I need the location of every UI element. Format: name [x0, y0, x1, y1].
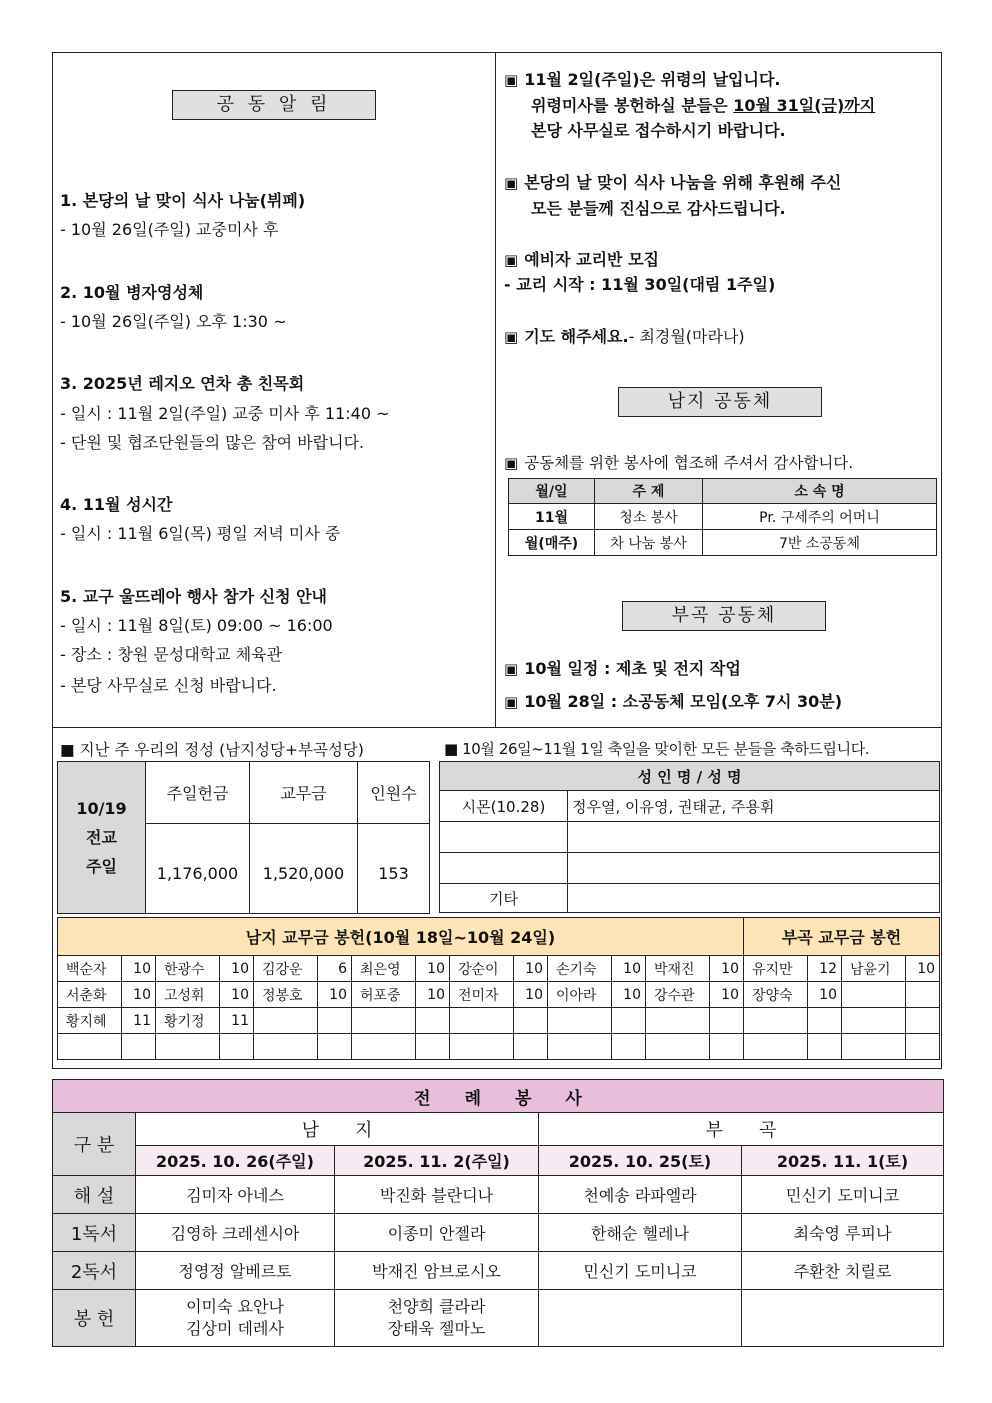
- donor-amount-cell: [808, 1008, 842, 1034]
- donor-amount-cell: [906, 982, 940, 1008]
- role-label: 봉 헌: [53, 1290, 136, 1347]
- table-cell: 월(매주): [509, 530, 595, 556]
- donor-amount-cell: [220, 1034, 254, 1060]
- notice-4-heading: 4. 11월 성시간: [60, 495, 173, 514]
- table-cell: 박재진 암브로시오: [335, 1252, 539, 1290]
- parish-dues-value: 1,520,000: [250, 824, 358, 914]
- notice-1-heading: 1. 본당의 날 맞이 식사 나눔(뷔페): [60, 191, 306, 210]
- donor-name-cell: [744, 1034, 808, 1060]
- donor-amount-cell: 10: [416, 982, 450, 1008]
- namji-service-table: [508, 478, 937, 556]
- donor-amount-cell: 10: [122, 956, 156, 982]
- square-bullet-icon: ▣: [504, 328, 519, 346]
- donor-amount-cell: 10: [612, 956, 646, 982]
- table-row: [53, 1214, 944, 1252]
- donor-name-cell: [646, 1034, 710, 1060]
- attendance-value: 153: [358, 824, 430, 914]
- notice-divider: [495, 52, 496, 728]
- donor-name-cell: [254, 1008, 318, 1034]
- donor-name-cell: 정봉호: [254, 982, 318, 1008]
- right-notice-1-line-1: 11월 2일(주일)은 위령의 날입니다.: [524, 70, 781, 89]
- table-row: [53, 1290, 944, 1347]
- liturgy-table: [52, 1079, 944, 1347]
- donor-name-cell: 백순자: [58, 956, 122, 982]
- table-row: [440, 822, 940, 853]
- donor-amount-cell: 10: [514, 956, 548, 982]
- notice-3-line-1: - 일시 : 11월 2일(주일) 교중 미사 후 11:40 ~: [60, 404, 390, 423]
- table-cell: [568, 822, 940, 853]
- right-notice-2-line-1: 본당의 날 맞이 식사 나눔을 위해 후원해 주신: [524, 173, 842, 192]
- col-header-sunday-offering: 주일헌금: [146, 762, 250, 824]
- donor-amount-cell: 10: [220, 982, 254, 1008]
- donor-name-cell: 전미자: [450, 982, 514, 1008]
- dues-table: [57, 917, 940, 1060]
- table-row: [440, 853, 940, 884]
- table-cell: [440, 853, 568, 884]
- notice-5-heading: 5. 교구 울뜨레아 행사 참가 신청 안내: [60, 587, 328, 606]
- table-cell: 7반 소공동체: [703, 530, 937, 556]
- right-notice-3-line-2: - 교리 시작 : 11월 30일(대림 1주일): [504, 275, 776, 294]
- donor-amount-cell: [416, 1034, 450, 1060]
- donor-amount-cell: [122, 1034, 156, 1060]
- date-header: 2025. 10. 25(토): [539, 1146, 742, 1176]
- table-row: [509, 504, 937, 530]
- liturgy-title: 전 례 봉 사: [53, 1080, 944, 1113]
- donor-name-cell: 김강운: [254, 956, 318, 982]
- donor-name-cell: 장양숙: [744, 982, 808, 1008]
- namji-dues-title: 남지 교무금 봉헌(10월 18일~10월 24일): [58, 918, 744, 956]
- donor-amount-cell: [416, 1008, 450, 1034]
- right-notice-1-line-2a: 위령미사를 봉헌하실 분들은: [531, 96, 734, 115]
- table-row: [58, 982, 940, 1008]
- square-bullet-icon: ▣: [504, 251, 519, 269]
- donor-amount-cell: [612, 1034, 646, 1060]
- bugok-dues-title: 부곡 교무금 봉헌: [744, 918, 940, 956]
- category-header: 구 분: [53, 1113, 136, 1176]
- table-cell: [440, 822, 568, 853]
- donor-amount-cell: 10: [612, 982, 646, 1008]
- col-header-parish-dues: 교무금: [250, 762, 358, 824]
- col-header-topic: 주 제: [595, 479, 703, 504]
- date-header: 2025. 11. 2(주일): [335, 1146, 539, 1176]
- table-cell: [742, 1290, 944, 1347]
- table-row: [53, 1252, 944, 1290]
- namji-community-title: 남지 공동체: [618, 387, 822, 417]
- right-notice-4: [504, 324, 745, 347]
- col-header-attendance: 인원수: [358, 762, 430, 824]
- bugok-schedule-1-text: 10월 일정 : 제초 및 전지 작업: [524, 659, 741, 678]
- table-cell: 김미자 아네스: [136, 1176, 335, 1214]
- donor-name-cell: [744, 1008, 808, 1034]
- deadline-text: 10월 31일(금)까지: [733, 96, 876, 115]
- offering-date-line-2: 전교: [86, 828, 117, 847]
- notice-4-line: - 일시 : 11월 6일(목) 평일 저녁 미사 중: [60, 524, 341, 543]
- prayer-request: 기도 해주세요.: [524, 327, 629, 346]
- donor-amount-cell: 10: [906, 956, 940, 982]
- feast-header: 성 인 명 / 성 명: [440, 762, 940, 791]
- table-cell: 민신기 도미니코: [742, 1176, 944, 1214]
- donor-name-cell: 유지만: [744, 956, 808, 982]
- donor-name-cell: [842, 1034, 906, 1060]
- namji-header: 남 지: [136, 1113, 539, 1146]
- square-bullet-icon: ▣: [504, 71, 519, 89]
- donor-name-cell: 한광수: [156, 956, 220, 982]
- table-row: [58, 956, 940, 982]
- donor-amount-cell: 10: [514, 982, 548, 1008]
- table-cell: 한해순 헬레나: [539, 1214, 742, 1252]
- notice-1-line: - 10월 26일(주일) 교중미사 후: [60, 220, 279, 239]
- donor-name-cell: [548, 1008, 612, 1034]
- table-cell: Pr. 구세주의 어머니: [703, 504, 937, 530]
- right-notice-2-line-2: 모든 분들께 진심으로 감사드립니다.: [531, 199, 786, 218]
- donor-name-cell: [450, 1034, 514, 1060]
- table-cell: 주환찬 치릴로: [742, 1252, 944, 1290]
- donor-name-cell: [842, 982, 906, 1008]
- donor-amount-cell: 10: [122, 982, 156, 1008]
- donor-name-cell: [352, 1034, 416, 1060]
- table-cell: 정우열, 이유영, 권태균, 주용휘: [568, 791, 940, 822]
- donor-name-cell: 황지혜: [58, 1008, 122, 1034]
- donor-amount-cell: [808, 1034, 842, 1060]
- notice-2-heading: 2. 10월 병자영성체: [60, 283, 204, 302]
- table-cell: [568, 884, 940, 913]
- table-cell: 이미숙 요안나 김상미 데레사: [136, 1290, 335, 1347]
- namji-thanks: [504, 451, 853, 473]
- table-cell: 천양희 클라라 장태욱 젤마노: [335, 1290, 539, 1347]
- feast-heading: ■ 10월 26일~11월 1일 축일을 맞이한 모든 분들을 축하드립니다.: [444, 740, 870, 758]
- donor-amount-cell: 10: [318, 982, 352, 1008]
- donor-amount-cell: 10: [220, 956, 254, 982]
- col-header-group: 소 속 명: [703, 479, 937, 504]
- square-bullet-icon: ▣: [504, 174, 519, 192]
- donor-name-cell: [646, 1008, 710, 1034]
- notice-2-line: - 10월 26일(주일) 오후 1:30 ~: [60, 312, 287, 331]
- role-label: 2독서: [53, 1252, 136, 1290]
- table-row: [440, 884, 940, 913]
- bugok-community-title: 부곡 공동체: [622, 601, 826, 631]
- donor-name-cell: 최은영: [352, 956, 416, 982]
- role-label: 1독서: [53, 1214, 136, 1252]
- table-cell: 최숙영 루피나: [742, 1214, 944, 1252]
- date-header: 2025. 10. 26(주일): [136, 1146, 335, 1176]
- bugok-header: 부 곡: [539, 1113, 944, 1146]
- table-row: [440, 791, 940, 822]
- donor-amount-cell: [514, 1008, 548, 1034]
- offering-table: [57, 761, 430, 914]
- col-header-date: 월/일: [509, 479, 595, 504]
- donor-name-cell: [254, 1034, 318, 1060]
- joint-notice-title: 공 동 알 림: [172, 90, 376, 120]
- donor-amount-cell: [318, 1008, 352, 1034]
- donor-amount-cell: 11: [122, 1008, 156, 1034]
- role-label: 해 설: [53, 1176, 136, 1214]
- donor-name-cell: 고성휘: [156, 982, 220, 1008]
- square-bullet-icon: ▣: [504, 660, 519, 678]
- table-cell: 청소 봉사: [595, 504, 703, 530]
- right-notice-2: [504, 170, 841, 193]
- donor-name-cell: 박재진: [646, 956, 710, 982]
- offering-date-line-3: 주일: [86, 857, 117, 876]
- namji-thanks-text: 공동체를 위한 봉사에 협조해 주셔서 감사합니다.: [524, 454, 854, 472]
- donor-amount-cell: 6: [318, 956, 352, 982]
- sunday-offering-value: 1,176,000: [146, 824, 250, 914]
- donor-name-cell: [548, 1034, 612, 1060]
- donor-name-cell: 서춘화: [58, 982, 122, 1008]
- donor-name-cell: 강수관: [646, 982, 710, 1008]
- donor-name-cell: 황기정: [156, 1008, 220, 1034]
- table-cell: 이종미 안젤라: [335, 1214, 539, 1252]
- donor-name-cell: 허포중: [352, 982, 416, 1008]
- table-cell: 11월: [509, 504, 595, 530]
- offering-date: [58, 762, 146, 914]
- donor-name-cell: [450, 1008, 514, 1034]
- table-cell: [568, 853, 940, 884]
- donor-amount-cell: [906, 1008, 940, 1034]
- table-cell: 민신기 도미니코: [539, 1252, 742, 1290]
- offering-date-line-1: 10/19: [76, 799, 127, 818]
- donor-amount-cell: 12: [808, 956, 842, 982]
- prayer-name: - 최경월(마라나): [628, 327, 745, 346]
- table-cell: 시몬(10.28): [440, 791, 568, 822]
- donor-amount-cell: [514, 1034, 548, 1060]
- donor-name-cell: [352, 1008, 416, 1034]
- feast-table: [439, 761, 940, 913]
- table-cell: 기타: [440, 884, 568, 913]
- right-notice-3: [504, 247, 659, 270]
- donor-amount-cell: [710, 1034, 744, 1060]
- table-cell: 정영정 알베르토: [136, 1252, 335, 1290]
- donor-amount-cell: 10: [416, 956, 450, 982]
- donor-amount-cell: 10: [808, 982, 842, 1008]
- notice-5-line-2: - 장소 : 창원 문성대학교 체육관: [60, 645, 283, 664]
- bugok-schedule-2: [504, 689, 842, 712]
- notice-3-heading: 3. 2025년 레지오 연차 총 친목회: [60, 374, 305, 393]
- donor-name-cell: [156, 1034, 220, 1060]
- right-notice-1-line-3: 본당 사무실로 접수하시기 바랍니다.: [531, 121, 786, 140]
- donor-name-cell: 손기숙: [548, 956, 612, 982]
- donor-amount-cell: 10: [710, 982, 744, 1008]
- offering-heading: ■ 지난 주 우리의 정성 (남지성당+부곡성당): [60, 741, 364, 759]
- donor-amount-cell: 10: [710, 956, 744, 982]
- square-bullet-icon: ▣: [504, 693, 519, 711]
- donor-name-cell: [58, 1034, 122, 1060]
- notice-3-line-2: - 단원 및 협조단원들의 많은 참여 바랍니다.: [60, 433, 365, 452]
- donor-name-cell: [842, 1008, 906, 1034]
- donor-name-cell: 강순이: [450, 956, 514, 982]
- right-notice-1-line-2: [531, 93, 875, 116]
- donor-amount-cell: [710, 1008, 744, 1034]
- right-notice-3-line-1: 예비자 교리반 모집: [524, 250, 659, 269]
- table-cell: 차 나눔 봉사: [595, 530, 703, 556]
- square-bullet-icon: ▣: [504, 454, 519, 472]
- table-cell: 김영하 크레센시아: [136, 1214, 335, 1252]
- table-row: [58, 1034, 940, 1060]
- date-header: 2025. 11. 1(토): [742, 1146, 944, 1176]
- bugok-schedule-2-text: 10월 28일 : 소공동체 모임(오후 7시 30분): [524, 692, 843, 711]
- notice-5-line-1: - 일시 : 11월 8일(토) 09:00 ~ 16:00: [60, 616, 333, 635]
- notice-5-line-3: - 본당 사무실로 신청 바랍니다.: [60, 676, 277, 695]
- table-cell: 박진화 블란디나: [335, 1176, 539, 1214]
- right-notice-1: [504, 67, 780, 90]
- donor-name-cell: 남윤기: [842, 956, 906, 982]
- bugok-schedule-1: [504, 656, 741, 679]
- table-row: [509, 530, 937, 556]
- table-cell: 천예송 라파엘라: [539, 1176, 742, 1214]
- donor-name-cell: 이아라: [548, 982, 612, 1008]
- table-row: [58, 1008, 940, 1034]
- table-cell: [539, 1290, 742, 1347]
- donor-amount-cell: [318, 1034, 352, 1060]
- donor-amount-cell: 11: [220, 1008, 254, 1034]
- donor-amount-cell: [612, 1008, 646, 1034]
- donor-amount-cell: [906, 1034, 940, 1060]
- table-row: [53, 1176, 944, 1214]
